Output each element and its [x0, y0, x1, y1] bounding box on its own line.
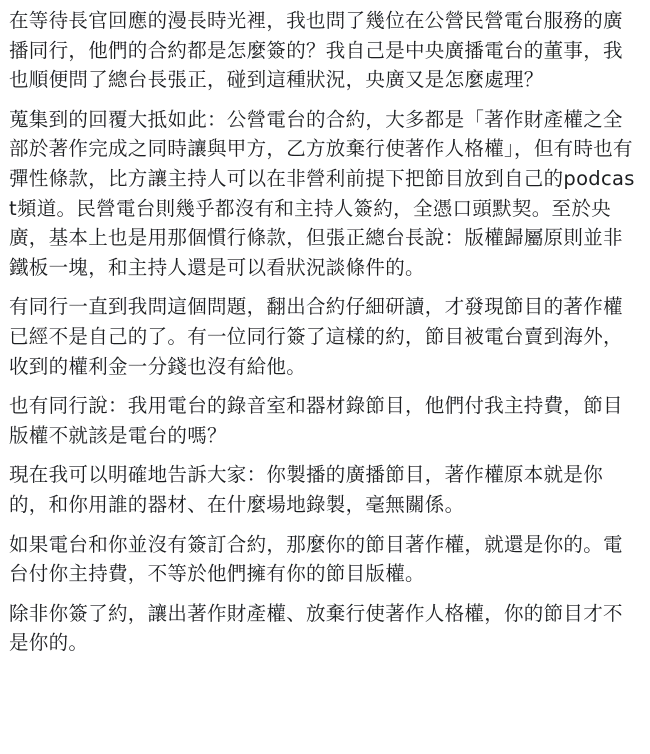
- post-paragraph-4: 也有同行說：我用電台的錄音室和器材錄節目，他們付我主持費，節目版權不就該是電台的嗎？: [9, 394, 623, 447]
- post-paragraph-6: 如果電台和你並沒有簽訂合約，那麼你的節目著作權，就還是你的。電台付你主持費，不等於他們擁有你的節目版權。: [9, 532, 623, 586]
- post-paragraph-3: 有同行一直到我問這個問題，翻出合約仔細研讀，才發現節目的著作權已經不是自己的了。有一位同行簽了這樣的約，節目被電台賣到海外，收到的權利金一分錢也沒有給他。: [9, 295, 623, 378]
- post-paragraph-5: 現在我可以明確地告訴大家：你製播的廣播節目，著作權原本就是你的，和你用誰的器材、在什麼場地錄製，毫無關係。: [9, 463, 604, 516]
- post-paragraph-2: 蒐集到的回覆大抵如此：公營電台的合約，大多都是「著作財產權之全部於著作完成之同時讓與甲方，乙方放棄行使著作人格權」，但有時也有彈性條款，比方讓主持人可以在非營利前提下把節目放到自己的podcast頻道。民營電台則幾乎都沒有和主持人簽約，全憑口頭默契。至於央廣，基本上也是用那個慣行條款，但張正總台長說：版權歸屬原則並非鐵板一塊，和主持人還是可以看狀況談條件的。: [9, 107, 635, 279]
- post-paragraph-1: 在等待長官回應的漫長時光裡，我也問了幾位在公營民營電台服務的廣播同行，他們的合約都是怎麼簽的？我自己是中央廣播電台的董事，我也順便問了總台長張正，碰到這種狀況，央廣又是怎麼處理？: [9, 9, 623, 92]
- post-paragraph-7: 除非你簽了約，讓出著作財產權、放棄行使著作人格權，你的節目才不是你的。: [9, 601, 623, 655]
